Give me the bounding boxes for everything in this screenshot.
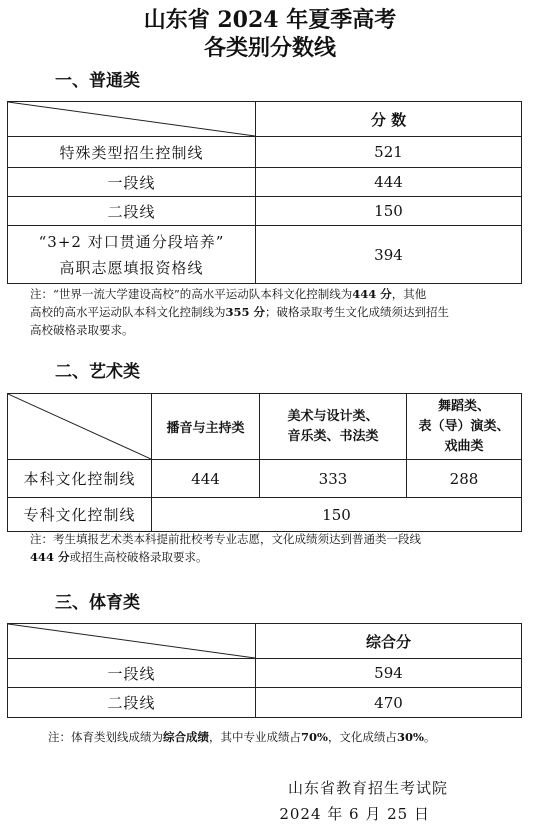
note-bold: 70% xyxy=(301,730,328,744)
row-score: 444 xyxy=(152,460,260,498)
row-score: 150 xyxy=(152,498,522,532)
general-table xyxy=(7,101,522,284)
col-header-dance xyxy=(407,394,522,460)
row-score: 594 xyxy=(256,659,522,688)
col-header-line: 音乐类、书法类 xyxy=(287,428,379,444)
row-label: 二段线 xyxy=(8,197,256,226)
section-sports-heading: 三、体育类 xyxy=(55,593,140,613)
score-header: 综合分 xyxy=(256,624,522,659)
row-label: 一段线 xyxy=(8,168,256,197)
table-row xyxy=(8,137,522,168)
row-score: 288 xyxy=(407,460,522,498)
table-row xyxy=(8,168,522,197)
col-header-line: 表（导）演类、 xyxy=(418,418,510,434)
section-general-heading: 一、普通类 xyxy=(55,71,140,91)
note-text: 或招生高校破格录取要求。 xyxy=(69,550,208,564)
issue-date: 2024 年 6 月 25 日 xyxy=(279,805,430,823)
row-label-line1: “3+2 对口贯通分段培养” xyxy=(38,232,225,251)
note-text: 注：体育类划线成绩为 xyxy=(48,730,163,744)
general-note xyxy=(30,285,520,339)
art-note xyxy=(30,530,520,566)
col-header-fine-arts xyxy=(260,394,407,460)
diagonal-line xyxy=(8,102,255,136)
page-title: 山东省 2024 年夏季高考 xyxy=(143,7,397,33)
diagonal-header-cell xyxy=(8,624,256,659)
row-score: 521 xyxy=(256,137,522,168)
table-row xyxy=(8,659,522,688)
col-header-line: 舞蹈类、 xyxy=(437,398,490,414)
table-row xyxy=(8,688,522,718)
note-text: 。 xyxy=(423,730,436,744)
row-label xyxy=(8,226,256,284)
sports-note xyxy=(48,728,528,746)
row-score: 394 xyxy=(256,226,522,284)
note-text: ；破格录取考生文化成绩须达到招生 xyxy=(265,305,450,319)
diagonal-line xyxy=(8,624,255,658)
note-text: 高校破格录取要求。 xyxy=(30,323,134,337)
issuer-org: 山东省教育招生考试院 xyxy=(287,779,448,797)
note-bold: 444 分 xyxy=(352,287,392,301)
table-row xyxy=(8,226,522,284)
row-label: 专科文化控制线 xyxy=(8,498,152,532)
row-score: 444 xyxy=(256,168,522,197)
note-text: 注：考生填报艺术类本科提前批校考专业志愿，文化成绩须达到普通类一段线 xyxy=(30,532,421,546)
row-label: 本科文化控制线 xyxy=(8,460,152,498)
sports-table xyxy=(7,623,522,718)
note-bold: 综合成绩 xyxy=(163,730,209,744)
note-bold: 444 分 xyxy=(30,550,70,564)
row-label: 一段线 xyxy=(8,659,256,688)
col-header-line: 美术与设计类、 xyxy=(287,408,379,424)
row-label-line2: 高职志愿填报资格线 xyxy=(59,258,204,277)
section-art-heading: 二、艺术类 xyxy=(55,362,140,382)
diagonal-header-cell xyxy=(8,394,152,460)
row-score: 150 xyxy=(256,197,522,226)
col-header-broadcast: 播音与主持类 xyxy=(152,394,260,460)
row-label: 特殊类型招生控制线 xyxy=(8,137,256,168)
page-subtitle: 各类别分数线 xyxy=(203,35,336,61)
row-score: 470 xyxy=(256,688,522,718)
note-bold: 355 分 xyxy=(225,305,266,319)
col-header-line: 戏曲类 xyxy=(444,438,484,454)
table-row xyxy=(8,498,522,532)
note-text: 高校的高水平运动队本科文化控制线为 xyxy=(30,305,226,319)
row-score: 333 xyxy=(260,460,407,498)
table-row xyxy=(8,460,522,498)
diagonal-line xyxy=(8,394,151,459)
note-text: ，文化成绩占 xyxy=(327,730,397,744)
table-row xyxy=(8,197,522,226)
note-text: 注：“世界一流大学建设高校”的高水平运动队本科文化控制线为 xyxy=(30,287,353,301)
note-text: ，其他 xyxy=(391,287,427,301)
art-table xyxy=(7,393,522,532)
diagonal-header-cell xyxy=(8,102,256,137)
note-text: ，其中专业成绩占 xyxy=(209,730,301,744)
row-label: 二段线 xyxy=(8,688,256,718)
score-header: 分 数 xyxy=(256,102,522,137)
note-bold: 30% xyxy=(396,730,424,744)
